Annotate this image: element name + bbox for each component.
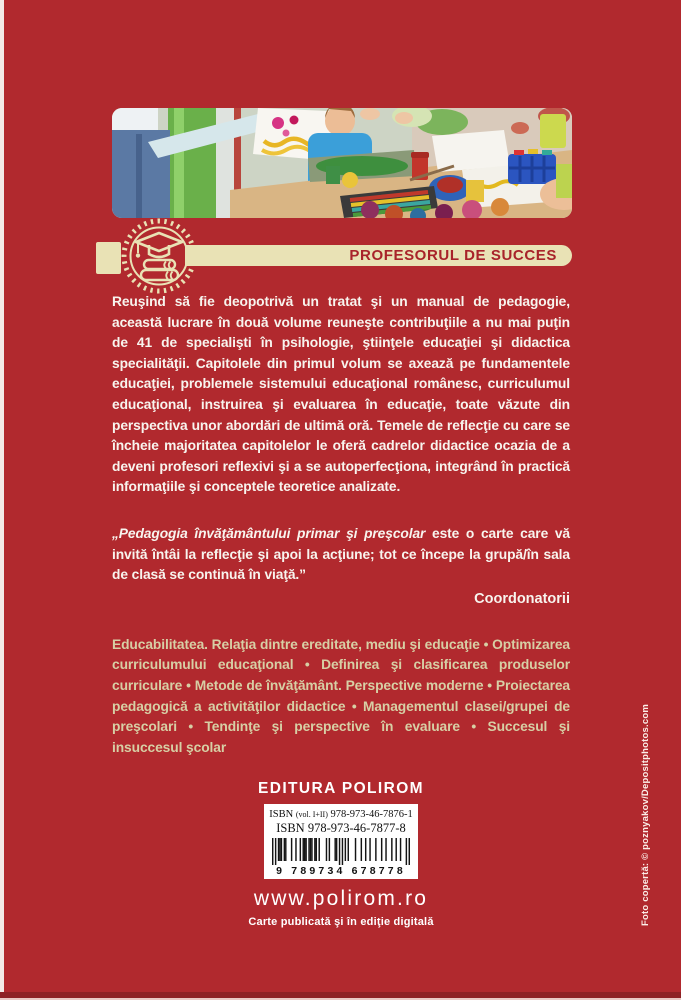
collection-banner xyxy=(185,245,572,266)
description-paragraph: Reuşind să fie deopotrivă un tratat şi un manual de pedagogie, această lucrare în două volume reuneşte contribuţiile a nu mai puţin de 41 de specialişti în psihologie, ştiinţele educaţiei şi didactica specialităţii. Capitolele din primul volum se axează pe fundamentele educaţiei, problemele sistemului educaţional românesc, curriculumul educaţional, instruirea şi evaluarea în educaţie, toate văzute din perspectiva unor abordări de ultimă oră. Temele de reflecţie cu care se încheie majoritatea capitolelor le oferă cadrelor didactice ocazia de a deveni profesori reflexivi şi a se autoperfecţiona, integrând în practică informaţiile şi conceptele teoretice analizate. xyxy=(112,294,570,495)
isbn-barcode-box xyxy=(264,804,418,879)
quote-attribution: Coordonatorii xyxy=(474,590,570,607)
banner-endcap xyxy=(96,242,121,274)
isbn-number-set: 978-973-46-7876-1 xyxy=(330,809,413,820)
collection-logo-icon xyxy=(119,216,199,296)
back-cover-text xyxy=(112,292,570,758)
isbn-volume-note: (vol. I+II) xyxy=(295,810,328,819)
topics-list: Educabilitatea. Relaţia dintre ereditate, mediu şi educaţie • Optimizarea curriculumului educaţional • Definirea şi clasificarea produselor curriculare • Metode de învăţământ. Perspective moderne • Proiectarea pedagogică a activităţilor didactice • Managementul clasei/grupei de preşcolari • Tendinţe şi perspective în evaluare • Succesul şi insuccesul şcolar xyxy=(112,636,570,755)
barcode-digits: 9 789734 678778 xyxy=(276,865,406,877)
left-page-edge xyxy=(0,0,4,1000)
publisher-block xyxy=(112,780,570,928)
crayon-basket xyxy=(508,149,556,184)
digital-edition-note: Carte publicată şi în ediţie digitală xyxy=(248,916,434,928)
children-painting-illustration xyxy=(112,108,572,218)
publisher-website: www.polirom.ro xyxy=(253,887,429,910)
isbn-line-set xyxy=(264,808,418,821)
quote-paragraph xyxy=(112,524,570,586)
barcode-bars xyxy=(272,838,410,865)
photo-credit: Foto copertă: © poznyakov/Depositphotos.com xyxy=(640,704,651,926)
quote-text: este o carte care vă invită întâi la reflecţie şi apoi la acţiune; tot ce începe la grupă/în sala de clasă se continuă în viaţă.” xyxy=(112,525,570,583)
quoted-work-title: „Pedagogia învăţământului primar şi preşcolar xyxy=(112,525,426,541)
publisher-name: EDITURA POLIROM xyxy=(258,780,424,797)
collection-title: PROFESORUL DE SUCCES xyxy=(349,247,557,264)
barcode xyxy=(264,838,418,877)
isbn-label: ISBN xyxy=(269,809,294,820)
isbn-line-volume: ISBN 978-973-46-7877-8 xyxy=(276,821,406,835)
cover-photo xyxy=(112,108,572,218)
